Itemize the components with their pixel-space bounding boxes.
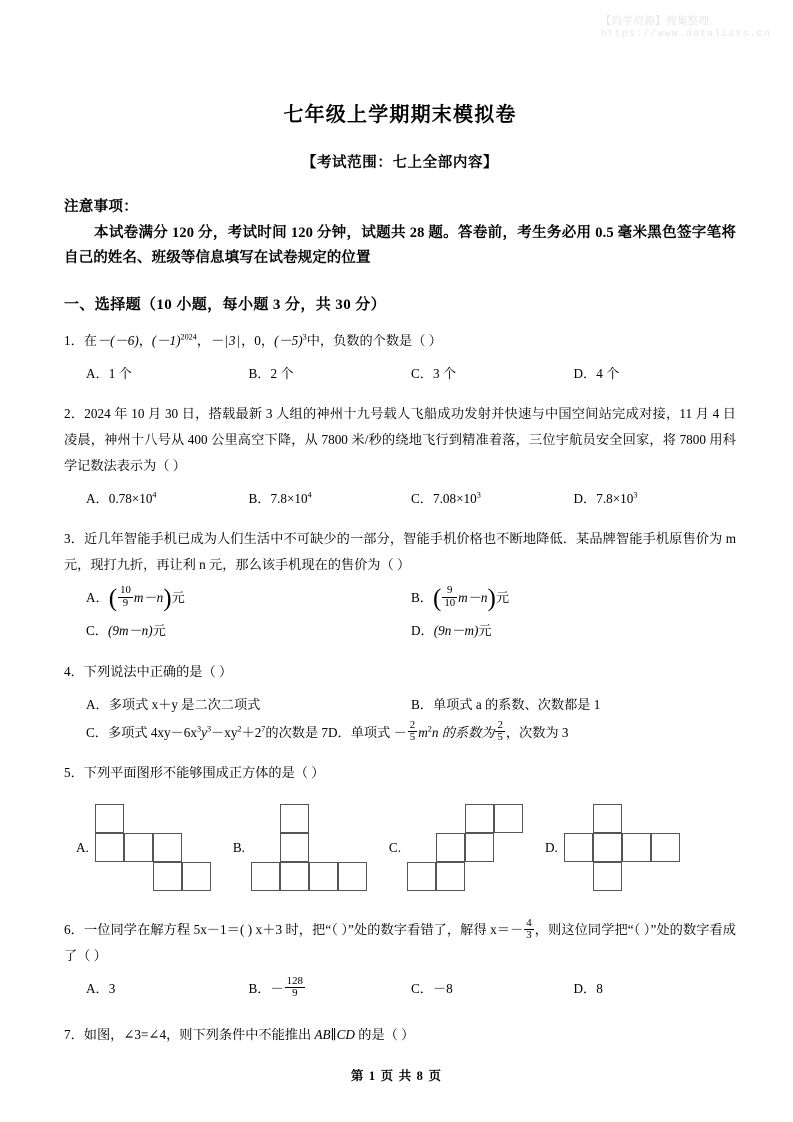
net-label-c: C.	[388, 839, 402, 855]
question-7: 7．如图，∠3=∠4，则下列条件中不能推出 AB∥CD 的是（ ）	[64, 1027, 415, 1043]
net-cell	[407, 862, 436, 891]
option-d[interactable]: D．8	[573, 980, 603, 996]
watermark-source-text: 【尚学资源】搜集整理.	[600, 15, 713, 27]
net-cell	[153, 862, 182, 891]
net-cell	[564, 833, 593, 862]
question-6-options	[64, 975, 736, 1003]
question-5-net-figures	[64, 804, 736, 891]
watermark-url: https://www.datalists.cn	[600, 29, 771, 41]
net-cell	[95, 833, 124, 862]
question-5: 5．下列平面图形不能够围成正方体的是（ ）	[64, 765, 325, 781]
net-cell	[436, 833, 465, 862]
option-c[interactable]: C．3 个	[411, 365, 457, 381]
notice-body: 本试卷满分 120 分，考试时间 120 分钟，试题共 28 题。答卷前，考生务必用 0.5 毫米黑色签字笔将自己的姓名、班级等信息填写在试卷规定的位置	[64, 225, 736, 266]
option-c[interactable]: C．(9m－n)元	[86, 623, 166, 639]
option-b[interactable]: B．( $\frac{9}{10}$ m－n)元	[411, 584, 510, 613]
cube-net-a	[95, 804, 211, 891]
net-cell	[593, 862, 622, 891]
net-cell	[309, 862, 338, 891]
option-c[interactable]: C．－8	[411, 980, 453, 996]
exam-scope-subtitle: 【考试范围：七上全部内容】	[301, 155, 499, 171]
question-2-options	[64, 485, 736, 513]
question-3: 3．近几年智能手机已成为人们生活中不可缺少的一部分，智能手机价格也不断地降低．某品牌智能手机原售价为 m 元，现打九折，再让利 n 元，那么该手机现在的售价为（ ）	[64, 531, 737, 572]
question-3-stem: 近几年智能手机已成为人们生活中不可缺少的一部分，智能手机价格也不断地降低．某品牌智能手机原售价为 m 元，现打九折，再让利 n 元，那么该手机现在的售价为（ ）	[64, 531, 737, 572]
net-cell	[280, 804, 309, 833]
question-4-options-row2	[64, 719, 736, 747]
option-a[interactable]: A．3	[86, 980, 116, 996]
option-d[interactable]: D．(9n－m)元	[411, 623, 492, 639]
net-cell	[465, 833, 494, 862]
net-option-d[interactable]	[545, 804, 680, 891]
question-4-options-row1	[64, 691, 736, 719]
option-d[interactable]: D．单项式 － $\frac{2}{5}$ $m^2n$ 的系数为 $\frac{2}{5}$ ，次数为 3	[328, 719, 569, 744]
net-cell	[280, 862, 309, 891]
question-5-stem: 下列平面图形不能够围成正方体的是（ ）	[83, 765, 325, 781]
option-a[interactable]: A．$0.78\times 10^4$	[86, 490, 157, 506]
question-7-stem: 如图，∠3=∠4，则下列条件中不能推出 AB∥CD 的是（ ）	[83, 1027, 415, 1043]
cube-net-b	[251, 804, 367, 891]
net-cell	[338, 862, 367, 891]
net-cell	[124, 833, 153, 862]
option-b[interactable]: B．单项式 a 的系数、次数都是 1	[411, 696, 601, 712]
question-1-options	[64, 360, 736, 388]
option-d[interactable]: D．$7.8\times 10^3$	[573, 490, 638, 506]
option-a[interactable]: A．1 个	[86, 365, 132, 381]
question-2-stem: 2024 年 10 月 30 日，搭载最新 3 人组的神州十九号载人飞船成功发射并快速与中国空间站完成对接，11 月 4 日凌晨，神州十八号从 400 公里高空下降，从 7800 米/秒的绕地飞行到精准着落，三位宇航员安全回家，将 7800 用科学记数法表示为（ ）	[64, 406, 736, 473]
cube-net-d	[564, 804, 680, 891]
net-label-b: B.	[232, 839, 245, 855]
net-cell	[251, 862, 280, 891]
net-option-a[interactable]	[76, 804, 211, 891]
net-cell	[651, 833, 680, 862]
net-cell	[465, 804, 494, 833]
question-2: 2．2024 年 10 月 30 日，搭载最新 3 人组的神州十九号载人飞船成功发射并快速与中国空间站完成对接，11 月 4 日凌晨，神州十八号从 400 公里高空下降，从 7800 米/秒的绕地飞行到精准着落，三位宇航员安全回家，将 7800 用科学记数法表示为（ ）	[64, 406, 736, 473]
question-4-stem: 下列说法中正确的是（ ）	[83, 664, 233, 680]
net-cell	[622, 833, 651, 862]
document-content	[64, 0, 736, 1048]
net-option-c[interactable]	[389, 804, 523, 891]
net-cell	[182, 862, 211, 891]
option-b[interactable]: B．$7.8\times 10^4$	[248, 490, 312, 506]
option-c[interactable]: C．$7.08\times 10^3$	[411, 490, 481, 506]
net-cell	[436, 862, 465, 891]
option-c[interactable]: C．多项式 $4xy-6x^3y^3-xy^2+2^7$的次数是 7	[86, 724, 329, 740]
question-1-stem: 1．在－(－6)，$(-1)^{2024}$，－|3|，0，$(-5)^3$中，负数的个数是（ ）	[64, 332, 442, 348]
net-cell	[95, 804, 124, 833]
net-cell	[280, 833, 309, 862]
net-cell	[153, 833, 182, 862]
option-b[interactable]: B．2 个	[248, 365, 294, 381]
net-label-a: A.	[76, 839, 89, 855]
option-d[interactable]: D．4 个	[573, 365, 620, 381]
net-cell	[494, 804, 523, 833]
question-3-options-row2	[64, 617, 736, 645]
notice-heading: 注意事项：	[64, 199, 138, 215]
page-footer: 第 1 页 共 8 页	[350, 1069, 443, 1083]
net-label-d: D.	[545, 839, 558, 855]
cube-net-c	[407, 804, 523, 891]
option-a[interactable]: A．多项式 x＋y 是二次二项式	[86, 696, 261, 712]
question-6-stem: 一位同学在解方程 5x－1＝( ) x＋3 时，把“（ ）”处的数字看错了，解得 x＝－ $\frac{4}{3}$ ，则这位同学把“（ ）”处的数字看成了（ ）	[64, 916, 736, 963]
question-1	[64, 328, 736, 354]
section-heading-choice: 一、选择题（10 小题，每小题 3 分，共 30 分）	[64, 296, 387, 313]
question-4: 4．下列说法中正确的是（ ）	[64, 664, 233, 680]
question-3-options-row1	[64, 584, 736, 612]
page-title: 七年级上学期期末模拟卷	[283, 104, 517, 126]
option-b[interactable]: B．－ $\frac{128}{9}$	[248, 975, 303, 1000]
net-option-b[interactable]	[233, 804, 367, 891]
net-cell	[593, 833, 622, 862]
net-cell	[593, 804, 622, 833]
option-a[interactable]: A．( $\frac{10}{9}$ m－n)元	[86, 584, 185, 613]
question-6: 6．一位同学在解方程 5x－1＝( ) x＋3 时，把“（ ）”处的数字看错了，解得 x＝－ $\frac{4}{3}$ ，则这位同学把“（ ）”处的数字看成了（ ）	[64, 916, 736, 963]
